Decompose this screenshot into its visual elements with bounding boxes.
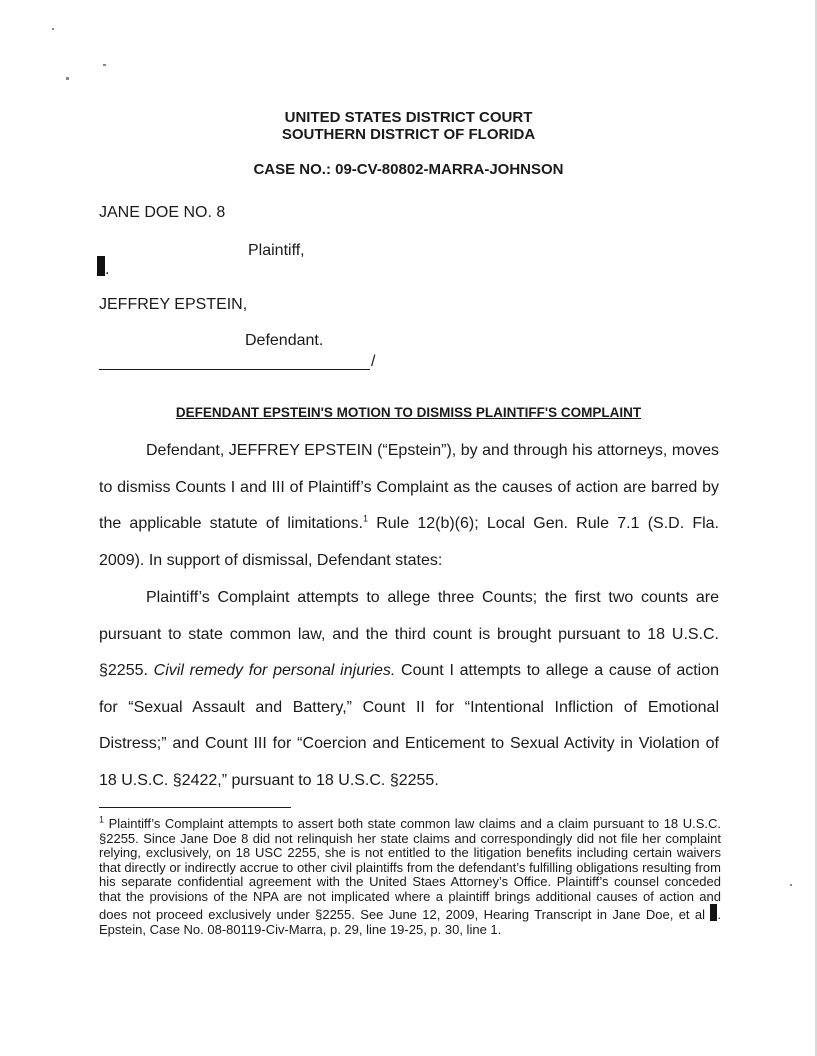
paragraph-intro-text-cont: Rule 12(b)(6); Local Gen. Rule 7.1 (S.D. Fla. 2009). In support of dismissal, Defendant states: xyxy=(99,515,720,569)
paragraph-intro-text: Defendant, JEFFREY EPSTEIN (“Epstein”), by and through his attorneys, moves to dismiss Counts I and III of Plaintiff’s Complaint as the causes of action are barred by the applicable statute of limitations. xyxy=(99,442,719,532)
defendant-name: JEFFREY EPSTEIN, xyxy=(99,296,248,313)
defendant-role: Defendant. xyxy=(245,332,324,349)
scan-speck xyxy=(790,884,792,886)
scan-speck xyxy=(52,28,54,30)
paragraph-counts-italic: Civil remedy for personal injuries. xyxy=(153,662,396,679)
caption-rule xyxy=(99,369,370,370)
scan-speck xyxy=(66,77,69,80)
plaintiff-name: JANE DOE NO. 8 xyxy=(99,204,226,221)
court-name-line2: SOUTHERN DISTRICT OF FLORIDA xyxy=(281,126,536,143)
footnote-text: Plaintiff’s Complaint attempts to assert both state common law claims and a claim pursuant to 18 U.S.C. §2255. Since Jane Doe 8 did not relinquish her state claims and correspondingly did not file her complaint relying, exclusively, on 18 USC 2255, she is not entitled to the litigation benefits including certain waivers that directly or indirectly accrue to other civil plaintiffs from the defendant’s fulfilling obligations resulting from his separate confidential agreement with the United Staes Attorney’s Office. Plaintiff’s counsel conceded that the provisions of the NPA are not implicated where a plaintiff brings additional causes of action and does not proceed exclusively under §2255. See June 12, 2009, Hearing Transcript in Jane Doe, et al xyxy=(99,816,721,922)
footnote xyxy=(99,814,721,937)
footnote-separator xyxy=(99,807,291,808)
motion-title: DEFENDANT EPSTEIN'S MOTION TO DISMISS PLAINTIFF'S COMPLAINT xyxy=(175,405,642,420)
case-number: CASE NO.: 09-CV-80802-MARRA-JOHNSON xyxy=(253,161,564,178)
redaction-bar xyxy=(97,256,105,276)
versus-redaction xyxy=(97,256,109,278)
footnote-marker: 1 xyxy=(99,814,105,825)
footnote-reference: 1 xyxy=(363,513,369,524)
caption-slash: / xyxy=(371,353,376,370)
scan-speck xyxy=(103,64,106,66)
plaintiff-role: Plaintiff, xyxy=(248,242,305,259)
paragraph-counts-text: Plaintiff’s Complaint attempts to allege three Counts; the first two counts are pursuant to state common law, and the third count is brought pursuant to 18 U.S.C. §2255. xyxy=(99,589,719,679)
paragraph-counts-text-cont: Count I attempts to allege a cause of action for “Sexual Assault and Battery,” Count II for “Intentional Infliction of Emotional Distress;” and Count III for “Coercion and Enticement to Sexual Activity in Violation of 18 U.S.C. §2422,” pursuant to 18 U.S.C. §2255. xyxy=(99,662,720,789)
footnote-text-cont: . Epstein, Case No. 08-80119-Civ-Marra, p. 29, line 19-25, p. 30, line 1. xyxy=(99,907,721,937)
versus-fragment: . xyxy=(105,261,110,278)
court-name-line1: UNITED STATES DISTRICT COURT xyxy=(284,109,533,126)
paragraph-intro xyxy=(99,433,719,579)
paragraph-counts xyxy=(99,580,719,799)
